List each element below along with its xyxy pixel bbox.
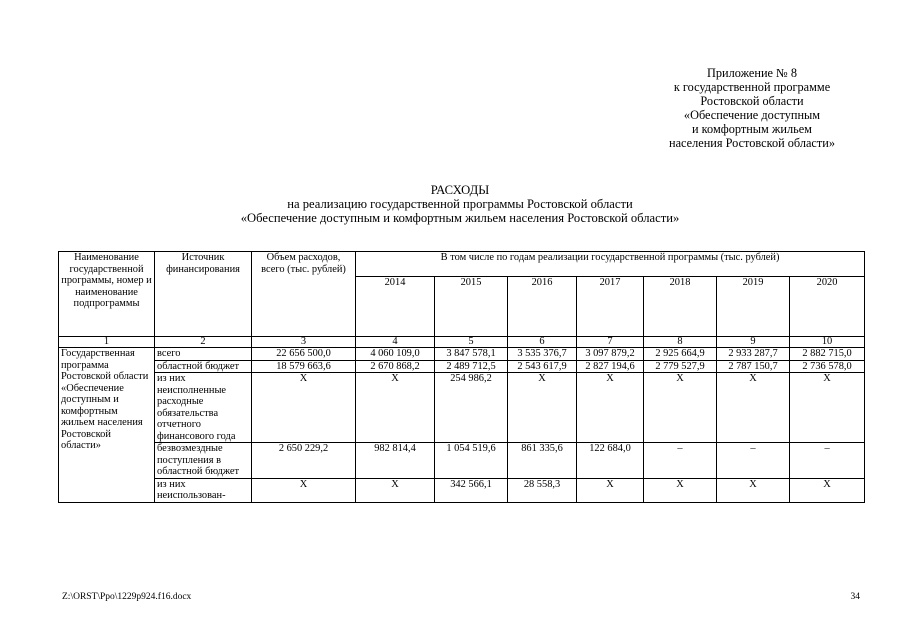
- total-cell: 2 650 229,2: [252, 443, 356, 479]
- year-value-cell: 3 535 376,7: [508, 348, 577, 361]
- header-source: Источник финансирования: [155, 252, 252, 337]
- source-cell: из них неисполненные расходные обязательства отчетного финансового года: [155, 373, 252, 443]
- year-value-cell: Х: [790, 373, 865, 443]
- header-row-1: [59, 252, 865, 277]
- year-value-cell: Х: [508, 373, 577, 443]
- year-value-cell: 2 787 150,7: [717, 360, 790, 373]
- source-cell: областной бюджет: [155, 360, 252, 373]
- title-line-2: на реализацию государственной программы Ростовской области: [287, 197, 633, 211]
- title-main: РАСХОДЫ: [430, 183, 490, 197]
- header-year: 2020: [790, 277, 865, 337]
- header-year: 2019: [717, 277, 790, 337]
- title-line-3: «Обеспечение доступным и комфортным жильем населения Ростовской области»: [240, 211, 680, 225]
- appendix-line: населения Ростовской области»: [669, 136, 835, 150]
- header-year: 2017: [577, 277, 644, 337]
- header-year: 2015: [435, 277, 508, 337]
- column-index: 9: [717, 337, 790, 348]
- year-value-cell: 122 684,0: [577, 443, 644, 479]
- year-value-cell: 3 097 879,2: [577, 348, 644, 361]
- header-year: 2016: [508, 277, 577, 337]
- column-index: 7: [577, 337, 644, 348]
- year-value-cell: Х: [356, 478, 435, 502]
- year-value-cell: Х: [577, 478, 644, 502]
- appendix-line: Приложение № 8: [706, 66, 798, 80]
- column-index: 10: [790, 337, 865, 348]
- source-cell: безвозмездные поступления в областной бюджет: [155, 443, 252, 479]
- appendix-line: «Обеспечение доступным: [683, 108, 821, 122]
- year-value-cell: Х: [356, 373, 435, 443]
- year-value-cell: 28 558,3: [508, 478, 577, 502]
- source-cell: из них неиспользован-: [155, 478, 252, 502]
- year-value-cell: Х: [577, 373, 644, 443]
- year-value-cell: Х: [717, 478, 790, 502]
- year-value-cell: Х: [644, 373, 717, 443]
- table-row: [59, 478, 865, 502]
- column-index: 5: [435, 337, 508, 348]
- year-value-cell: –: [644, 443, 717, 479]
- year-value-cell: 861 335,6: [508, 443, 577, 479]
- year-value-cell: 2 933 287,7: [717, 348, 790, 361]
- file-path: Z:\ORST\Ppo\1229p924.f16.docx: [62, 592, 192, 602]
- total-cell: 18 579 663,6: [252, 360, 356, 373]
- total-cell: Х: [252, 373, 356, 443]
- appendix-line: к государственной программе: [673, 80, 831, 94]
- year-value-cell: 4 060 109,0: [356, 348, 435, 361]
- year-value-cell: Х: [790, 478, 865, 502]
- table-row: [59, 360, 865, 373]
- column-index-row: [59, 337, 865, 348]
- year-value-cell: –: [717, 443, 790, 479]
- year-value-cell: 2 670 868,2: [356, 360, 435, 373]
- header-year: 2018: [644, 277, 717, 337]
- header-total: Объем расходов, всего (тыс. рублей): [252, 252, 356, 337]
- year-value-cell: –: [790, 443, 865, 479]
- year-value-cell: 2 827 194,6: [577, 360, 644, 373]
- program-name-cell: Государственная программа Ростовской области «Обеспечение доступным и комфортным жильем населения Ростовской области»: [59, 348, 155, 503]
- column-index: 6: [508, 337, 577, 348]
- header-year: 2014: [356, 277, 435, 337]
- year-value-cell: 982 814,4: [356, 443, 435, 479]
- year-value-cell: 2 489 712,5: [435, 360, 508, 373]
- year-value-cell: 342 566,1: [435, 478, 508, 502]
- year-value-cell: 2 736 578,0: [790, 360, 865, 373]
- page-break-mask: [0, 580, 905, 590]
- total-cell: Х: [252, 478, 356, 502]
- table-row: [59, 373, 865, 443]
- page-number: 34: [850, 592, 860, 602]
- table-row: [59, 443, 865, 479]
- year-value-cell: Х: [717, 373, 790, 443]
- column-index: 4: [356, 337, 435, 348]
- column-index: 8: [644, 337, 717, 348]
- source-cell: всего: [155, 348, 252, 361]
- header-years-group: В том числе по годам реализации государственной программы (тыс. рублей): [356, 252, 865, 277]
- expenses-table: [58, 251, 865, 503]
- column-index: 2: [155, 337, 252, 348]
- year-value-cell: 2 925 664,9: [644, 348, 717, 361]
- header-program-name: Наименование государственной программы, номер и наименование подпрограммы: [59, 252, 155, 337]
- year-value-cell: 2 779 527,9: [644, 360, 717, 373]
- total-cell: 22 656 500,0: [252, 348, 356, 361]
- column-index: 3: [252, 337, 356, 348]
- column-index: 1: [59, 337, 155, 348]
- year-value-cell: 2 543 617,9: [508, 360, 577, 373]
- year-value-cell: 254 986,2: [435, 373, 508, 443]
- year-value-cell: 1 054 519,6: [435, 443, 508, 479]
- appendix-block: [600, 66, 904, 150]
- table-row: [59, 348, 865, 361]
- year-value-cell: Х: [644, 478, 717, 502]
- appendix-line: и комфортным жильем: [692, 122, 812, 136]
- appendix-line: Ростовской области: [700, 94, 804, 108]
- year-value-cell: 2 882 715,0: [790, 348, 865, 361]
- document-title: [0, 183, 905, 225]
- year-value-cell: 3 847 578,1: [435, 348, 508, 361]
